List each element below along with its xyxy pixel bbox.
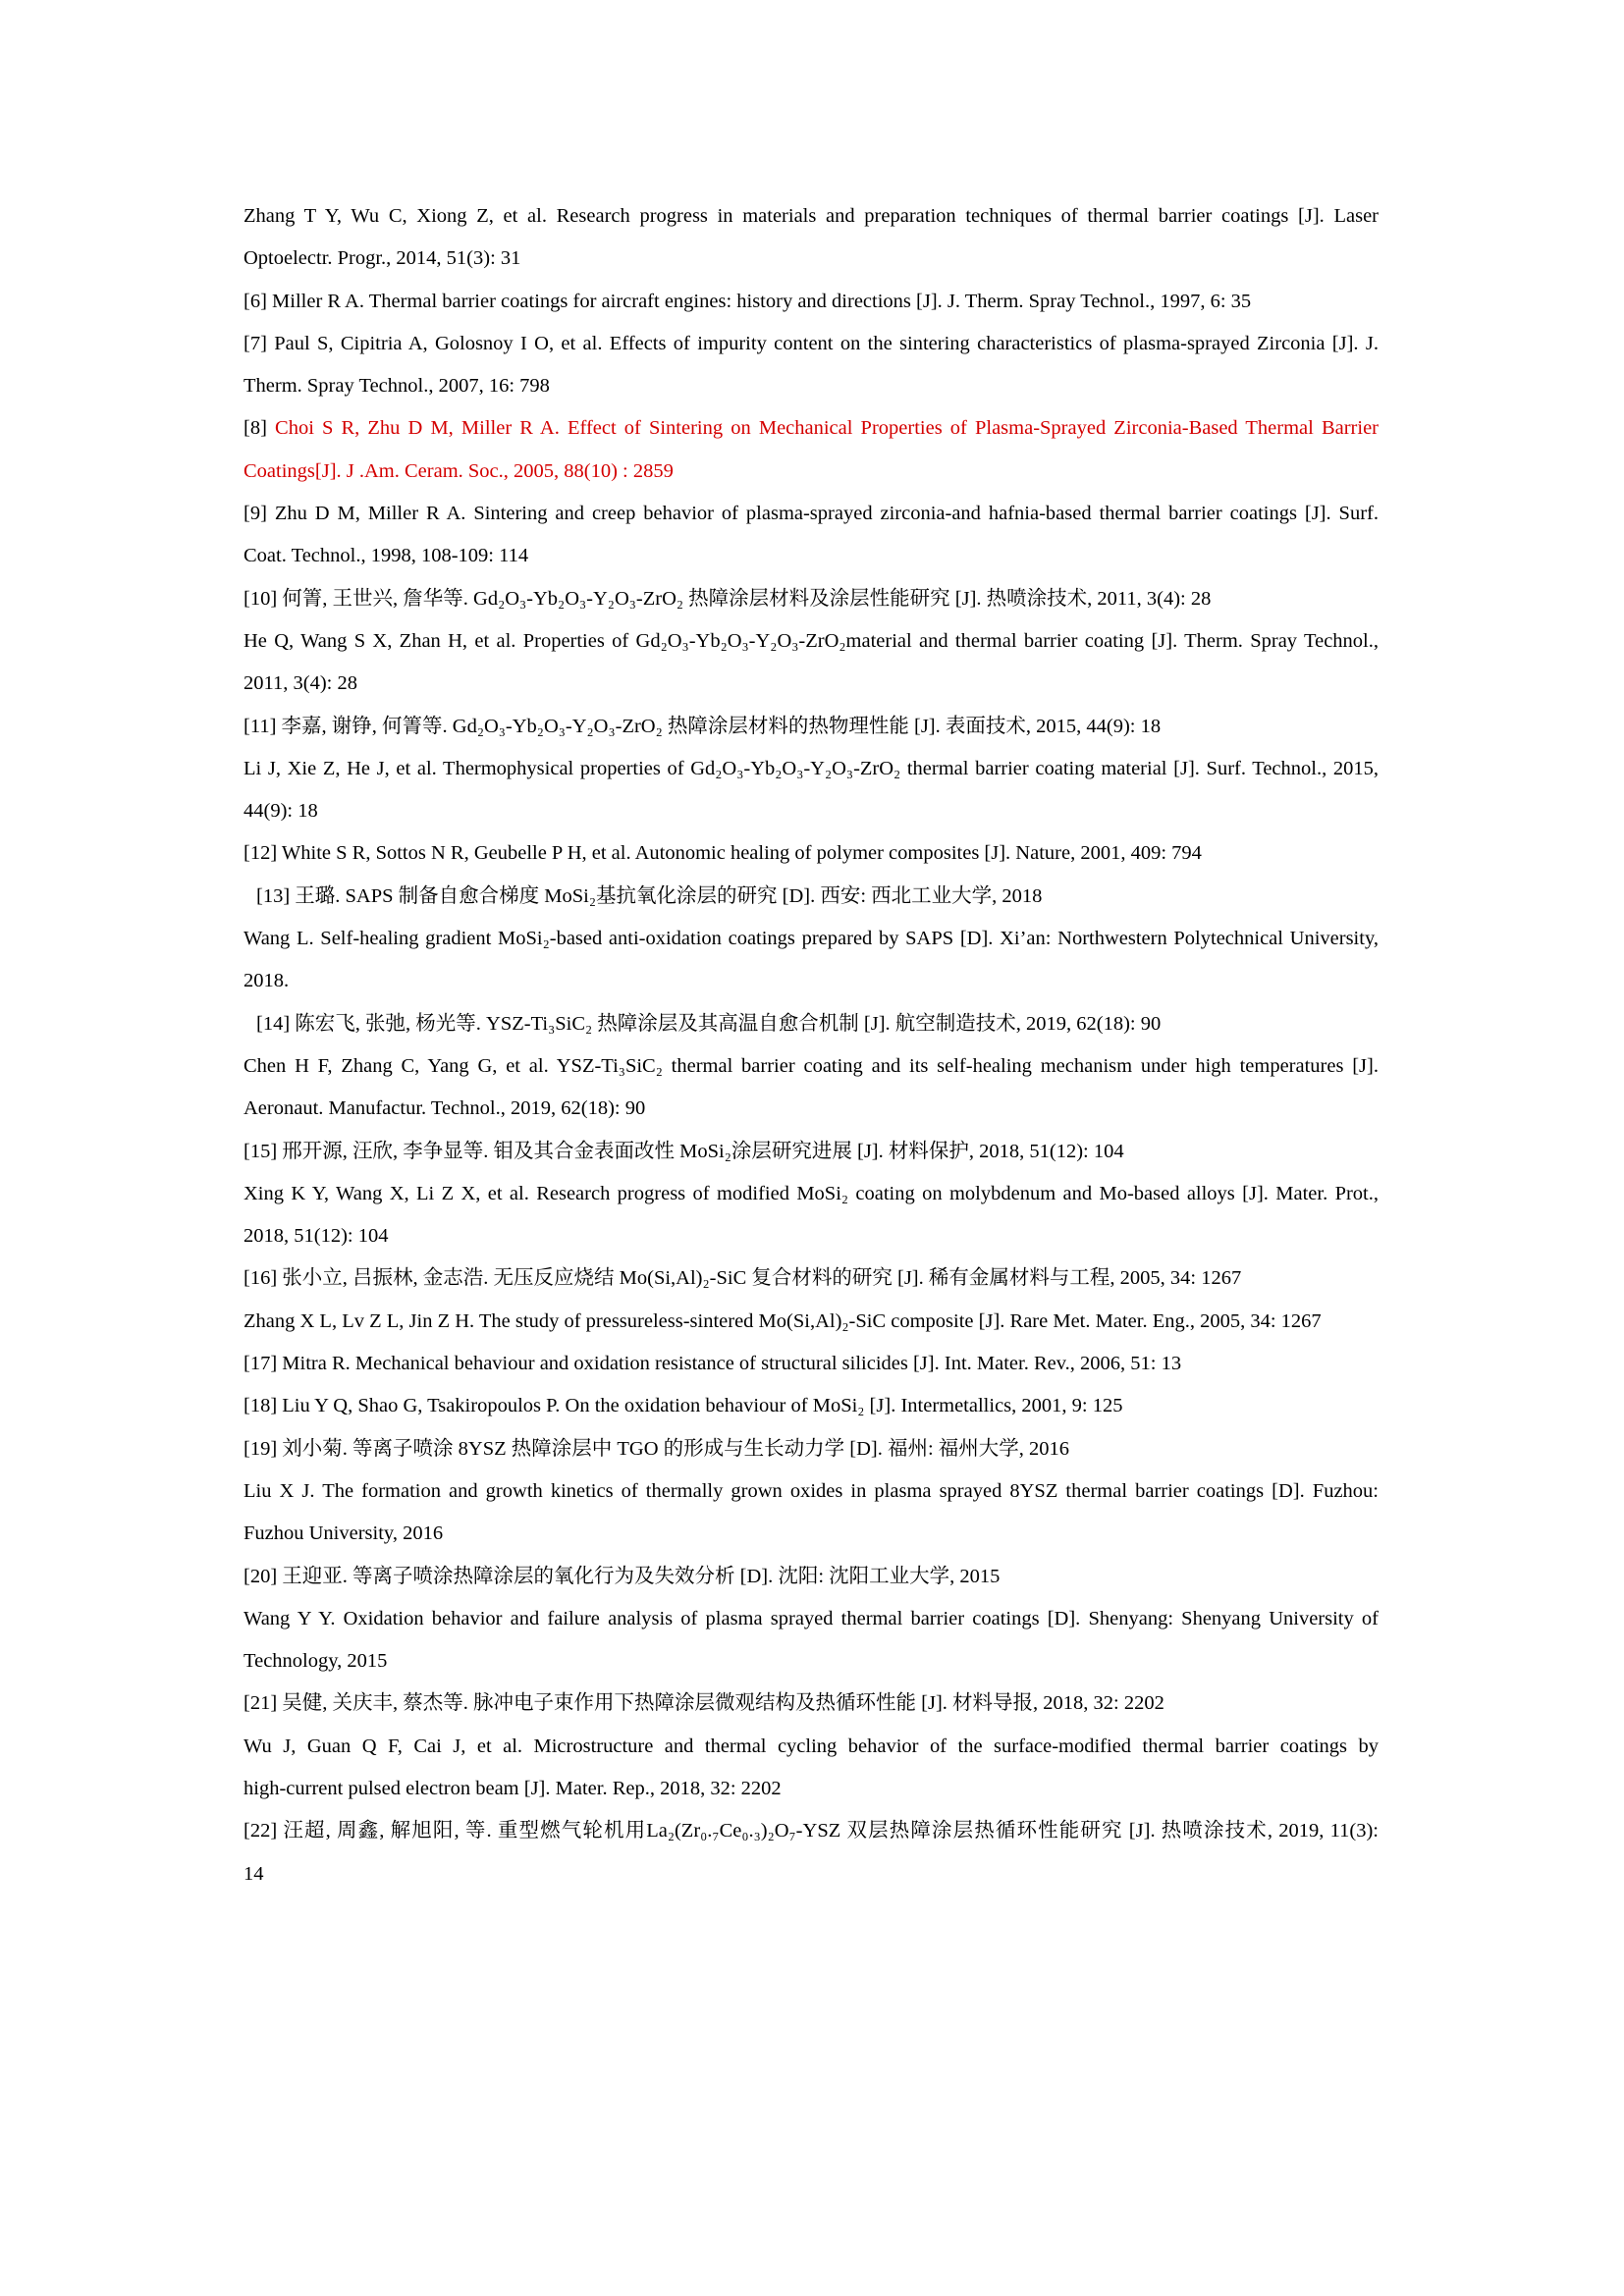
reference-line: [7] Paul S, Cipitria A, Golosnoy I O, et al. Effects of impurity content on the sintering characteristics of plasma-sprayed Zirconia [J]. J. [244,332,1379,354]
reference-line: Liu X J. The formation and growth kinetics of thermally grown oxides in plasma sprayed 8YSZ thermal barrier coatings [D]. Fuzhou: [244,1479,1379,1502]
reference-line: Wang Y Y. Oxidation behavior and failure analysis of plasma sprayed thermal barrier coatings [D]. Shenyang: Shenyang University of [244,1607,1379,1629]
reference-line: Coatings[J]. J .Am. Ceram. Soc., 2005, 88(10) : 2859 [244,459,674,482]
reference-line: [20] 王迎亚. 等离子喷涂热障涂层的氧化行为及失效分析 [D]. 沈阳: 沈阳工业大学, 2015 [244,1565,1001,1587]
reference-line: Wang L. Self-healing gradient MoSi₂-based anti-oxidation coatings prepared by SAPS [D]. Xi’an: Northwestern Polytechnical University, [244,928,1379,950]
reference-line: [18] Liu Y Q, Shao G, Tsakiropoulos P. On the oxidation behaviour of MoSi₂ [J]. Intermetallics, 2001, 9: 125 [244,1395,1123,1417]
reference-line [244,407,1379,450]
reference-line: 2018. [244,970,290,992]
reference-line: Li J, Xie Z, He J, et al. Thermophysical properties of Gd₂O₃-Yb₂O₃-Y₂O₃-ZrO₂ thermal barrier coating material [J]. Surf. Technol., 2015, [244,757,1379,779]
reference-line: [6] Miller R A. Thermal barrier coatings for aircraft engines: history and directions [J]. J. Therm. Spray Technol., 1997, 6: 35 [244,290,1252,312]
reference-line: Aeronaut. Manufactur. Technol., 2019, 62(18): 90 [244,1097,646,1120]
reference-line: [21] 吴健, 关庆丰, 蔡杰等. 脉冲电子束作用下热障涂层微观结构及热循环性能 [J]. 材料导报, 2018, 32: 2202 [244,1692,1164,1715]
reference-line: [19] 刘小菊. 等离子喷涂 8YSZ 热障涂层中 TGO 的形成与生长动力学 [D]. 福州: 福州大学, 2016 [244,1437,1070,1460]
reference-line: [12] White S R, Sottos N R, Geubelle P H, et al. Autonomic healing of polymer composites [J]. Nature, 2001, 409: 794 [244,842,1202,865]
reference-line: [16] 张小立, 吕振林, 金志浩. 无压反应烧结 Mo(Si,Al)₂-SiC 复合材料的研究 [J]. 稀有金属材料与工程, 2005, 34: 1267 [244,1267,1242,1290]
reference-line: [10] 何箐, 王世兴, 詹华等. Gd₂O₃-Yb₂O₃-Y₂O₃-ZrO₂ 热障涂层材料及涂层性能研究 [J]. 热喷涂技术, 2011, 3(4): 28 [244,587,1212,610]
reference-line: [13] 王璐. SAPS 制备自愈合梯度 MoSi₂基抗氧化涂层的研究 [D]. 西安: 西北工业大学, 2018 [256,884,1043,907]
highlighted-reference-text: Choi S R, Zhu D M, Miller R A. Effect of Sintering on Mechanical Properties of Plasma-Sprayed Zirconia-Based Thermal Barrier [275,417,1379,440]
reference-line: Zhang X L, Lv Z L, Jin Z H. The study of pressureless-sintered Mo(Si,Al)₂-SiC composite [J]. Rare Met. Mater. Eng., 2005, 34: 1267 [244,1309,1322,1332]
reference-line: Zhang T Y, Wu C, Xiong Z, et al. Research progress in materials and preparation techniques of thermal barrier coatings [J]. Laser [244,205,1379,227]
references-list [244,195,1379,1896]
reference-line: [17] Mitra R. Mechanical behaviour and oxidation resistance of structural silicides [J]. Int. Mater. Rev., 2006, 51: 13 [244,1353,1182,1375]
reference-line: [11] 李嘉, 谢铮, 何箐等. Gd₂O₃-Yb₂O₃-Y₂O₃-ZrO₂ 热障涂层材料的热物理性能 [J]. 表面技术, 2015, 44(9): 18 [244,715,1162,737]
reference-line: Xing K Y, Wang X, Li Z X, et al. Research progress of modified MoSi₂ coating on molybdenum and Mo-based alloys [J]. Mater. Prot., [244,1182,1379,1204]
reference-line: Coat. Technol., 1998, 108-109: 114 [244,545,529,567]
reference-line: Optoelectr. Progr., 2014, 51(3): 31 [244,247,521,270]
reference-line: [9] Zhu D M, Miller R A. Sintering and creep behavior of plasma-sprayed zirconia-and hafnia-based thermal barrier coatings [J]. Surf. [244,503,1379,525]
reference-line: 2018, 51(12): 104 [244,1225,389,1248]
reference-number: [8] [244,417,276,440]
reference-line: Chen H F, Zhang C, Yang G, et al. YSZ-Ti₃SiC₂ thermal barrier coating and its self-healing mechanism under high temperatures [J]. [244,1054,1379,1077]
reference-line: [22] 汪超, 周鑫, 解旭阳, 等. 重型燃气轮机用La₂(Zr₀.₇Ce₀.₃)₂O₇-YSZ 双层热障涂层热循环性能研究 [J]. 热喷涂技术, 2019, 11(3): [244,1820,1379,1842]
reference-line: 44(9): 18 [244,800,318,823]
reference-line: He Q, Wang S X, Zhan H, et al. Properties of Gd₂O₃-Yb₂O₃-Y₂O₃-ZrO₂material and thermal barrier coating [J]. Therm. Spray Technol., [244,629,1379,652]
reference-line: [14] 陈宏飞, 张弛, 杨光等. YSZ-Ti₃SiC₂ 热障涂层及其高温自愈合机制 [J]. 航空制造技术, 2019, 62(18): 90 [256,1012,1162,1035]
reference-line: 2011, 3(4): 28 [244,672,357,695]
reference-line: Wu J, Guan Q F, Cai J, et al. Microstructure and thermal cycling behavior of the surface-modified thermal barrier coatings by [244,1735,1379,1757]
reference-line: Fuzhou University, 2016 [244,1522,444,1545]
reference-line: 14 [244,1862,264,1885]
reference-line: [15] 邢开源, 汪欣, 李争显等. 钼及其合金表面改性 MoSi₂涂层研究进展 [J]. 材料保护, 2018, 51(12): 104 [244,1140,1124,1162]
reference-line: Therm. Spray Technol., 2007, 16: 798 [244,375,550,398]
reference-line: high-current pulsed electron beam [J]. Mater. Rep., 2018, 32: 2202 [244,1777,782,1799]
reference-line: Technology, 2015 [244,1650,388,1673]
